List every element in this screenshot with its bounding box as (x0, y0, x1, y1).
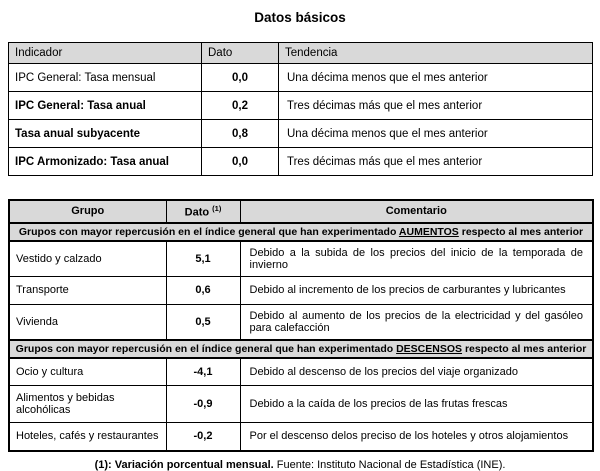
value-cell: 5,1 (166, 241, 240, 277)
footnote-note: (1): Variación porcentual mensual. (94, 458, 274, 471)
value-cell: -0,9 (166, 386, 240, 423)
table-row (9, 423, 593, 451)
table-row (9, 276, 593, 304)
basics-table (8, 42, 593, 176)
table-row (9, 120, 593, 148)
comment-cell: Debido al incremento de los precios de carburantes y lubricantes (240, 276, 593, 304)
column-header-dato: Dato (202, 43, 279, 64)
page-title: Datos básicos (254, 10, 346, 25)
section-text-after: respecto al mes anterior (458, 225, 584, 238)
groups-table (8, 199, 594, 452)
value-cell: 0,8 (202, 120, 279, 148)
indicator-cell: Tasa anual subyacente (9, 120, 202, 148)
value-cell: 0,0 (202, 64, 279, 92)
column-header-tendencia: Tendencia (279, 43, 593, 64)
group-cell: Hoteles, cafés y restaurantes (9, 423, 166, 451)
value-cell: 0,0 (202, 148, 279, 176)
value-cell: 0,2 (202, 92, 279, 120)
table-row (9, 386, 593, 423)
section-header-text (9, 340, 593, 358)
footnote-source: Fuente: Instituto Nacional de Estadística (INE). (273, 458, 506, 471)
column-header-dato (166, 200, 240, 223)
indicator-cell: IPC General: Tasa mensual (9, 64, 202, 92)
indicator-cell: IPC General: Tasa anual (9, 92, 202, 120)
comment-cell: Debido a la subida de los precios del inicio de la temporada de invierno (240, 241, 593, 277)
footnote (0, 459, 600, 471)
group-cell: Vestido y calzado (9, 241, 166, 277)
section-keyword: DESCENSOS (396, 342, 463, 355)
table-row (9, 241, 593, 277)
table-row (9, 64, 593, 92)
trend-cell: Una décima menos que el mes anterior (279, 120, 593, 148)
section-text-before: Grupos con mayor repercusión en el índice general que han experimentado (15, 342, 397, 355)
trend-cell: Una décima menos que el mes anterior (279, 64, 593, 92)
trend-cell: Tres décimas más que el mes anterior (279, 148, 593, 176)
footnote-marker: (1) (212, 204, 222, 213)
comment-cell: Debido al descenso de los precios del viaje organizado (240, 358, 593, 386)
section-header-row-aumentos (9, 223, 593, 241)
section-text-after: respecto al mes anterior (462, 342, 587, 355)
table-row (9, 92, 593, 120)
value-cell: -0,2 (166, 423, 240, 451)
group-cell: Vivienda (9, 304, 166, 340)
value-cell: 0,5 (166, 304, 240, 340)
table-row (9, 358, 593, 386)
group-cell: Transporte (9, 276, 166, 304)
section-header-text (9, 223, 593, 241)
table-row (9, 148, 593, 176)
comment-cell: Por el descenso delos preciso de los hoteles y otros alojamientos (240, 423, 593, 451)
trend-cell: Tres décimas más que el mes anterior (279, 92, 593, 120)
column-header-indicador: Indicador (9, 43, 202, 64)
comment-cell: Debido al aumento de los precios de la electricidad y del gasóleo para calefacción (240, 304, 593, 340)
group-cell: Alimentos y bebidas alcohólicas (9, 386, 166, 423)
dato-label: Dato (184, 206, 213, 219)
column-header-comentario: Comentario (240, 200, 593, 223)
comment-cell: Debido a la caída de los precios de las frutas frescas (240, 386, 593, 423)
basics-header-row (9, 43, 593, 64)
value-cell: 0,6 (166, 276, 240, 304)
indicator-cell: IPC Armonizado: Tasa anual (9, 148, 202, 176)
groups-header-row (9, 200, 593, 223)
section-keyword: AUMENTOS (398, 225, 459, 238)
value-cell: -4,1 (166, 358, 240, 386)
group-cell: Ocio y cultura (9, 358, 166, 386)
column-header-grupo: Grupo (9, 200, 166, 223)
section-header-row-descensos (9, 340, 593, 358)
table-row (9, 304, 593, 340)
section-text-before: Grupos con mayor repercusión en el índice general que han experimentado (18, 225, 399, 238)
